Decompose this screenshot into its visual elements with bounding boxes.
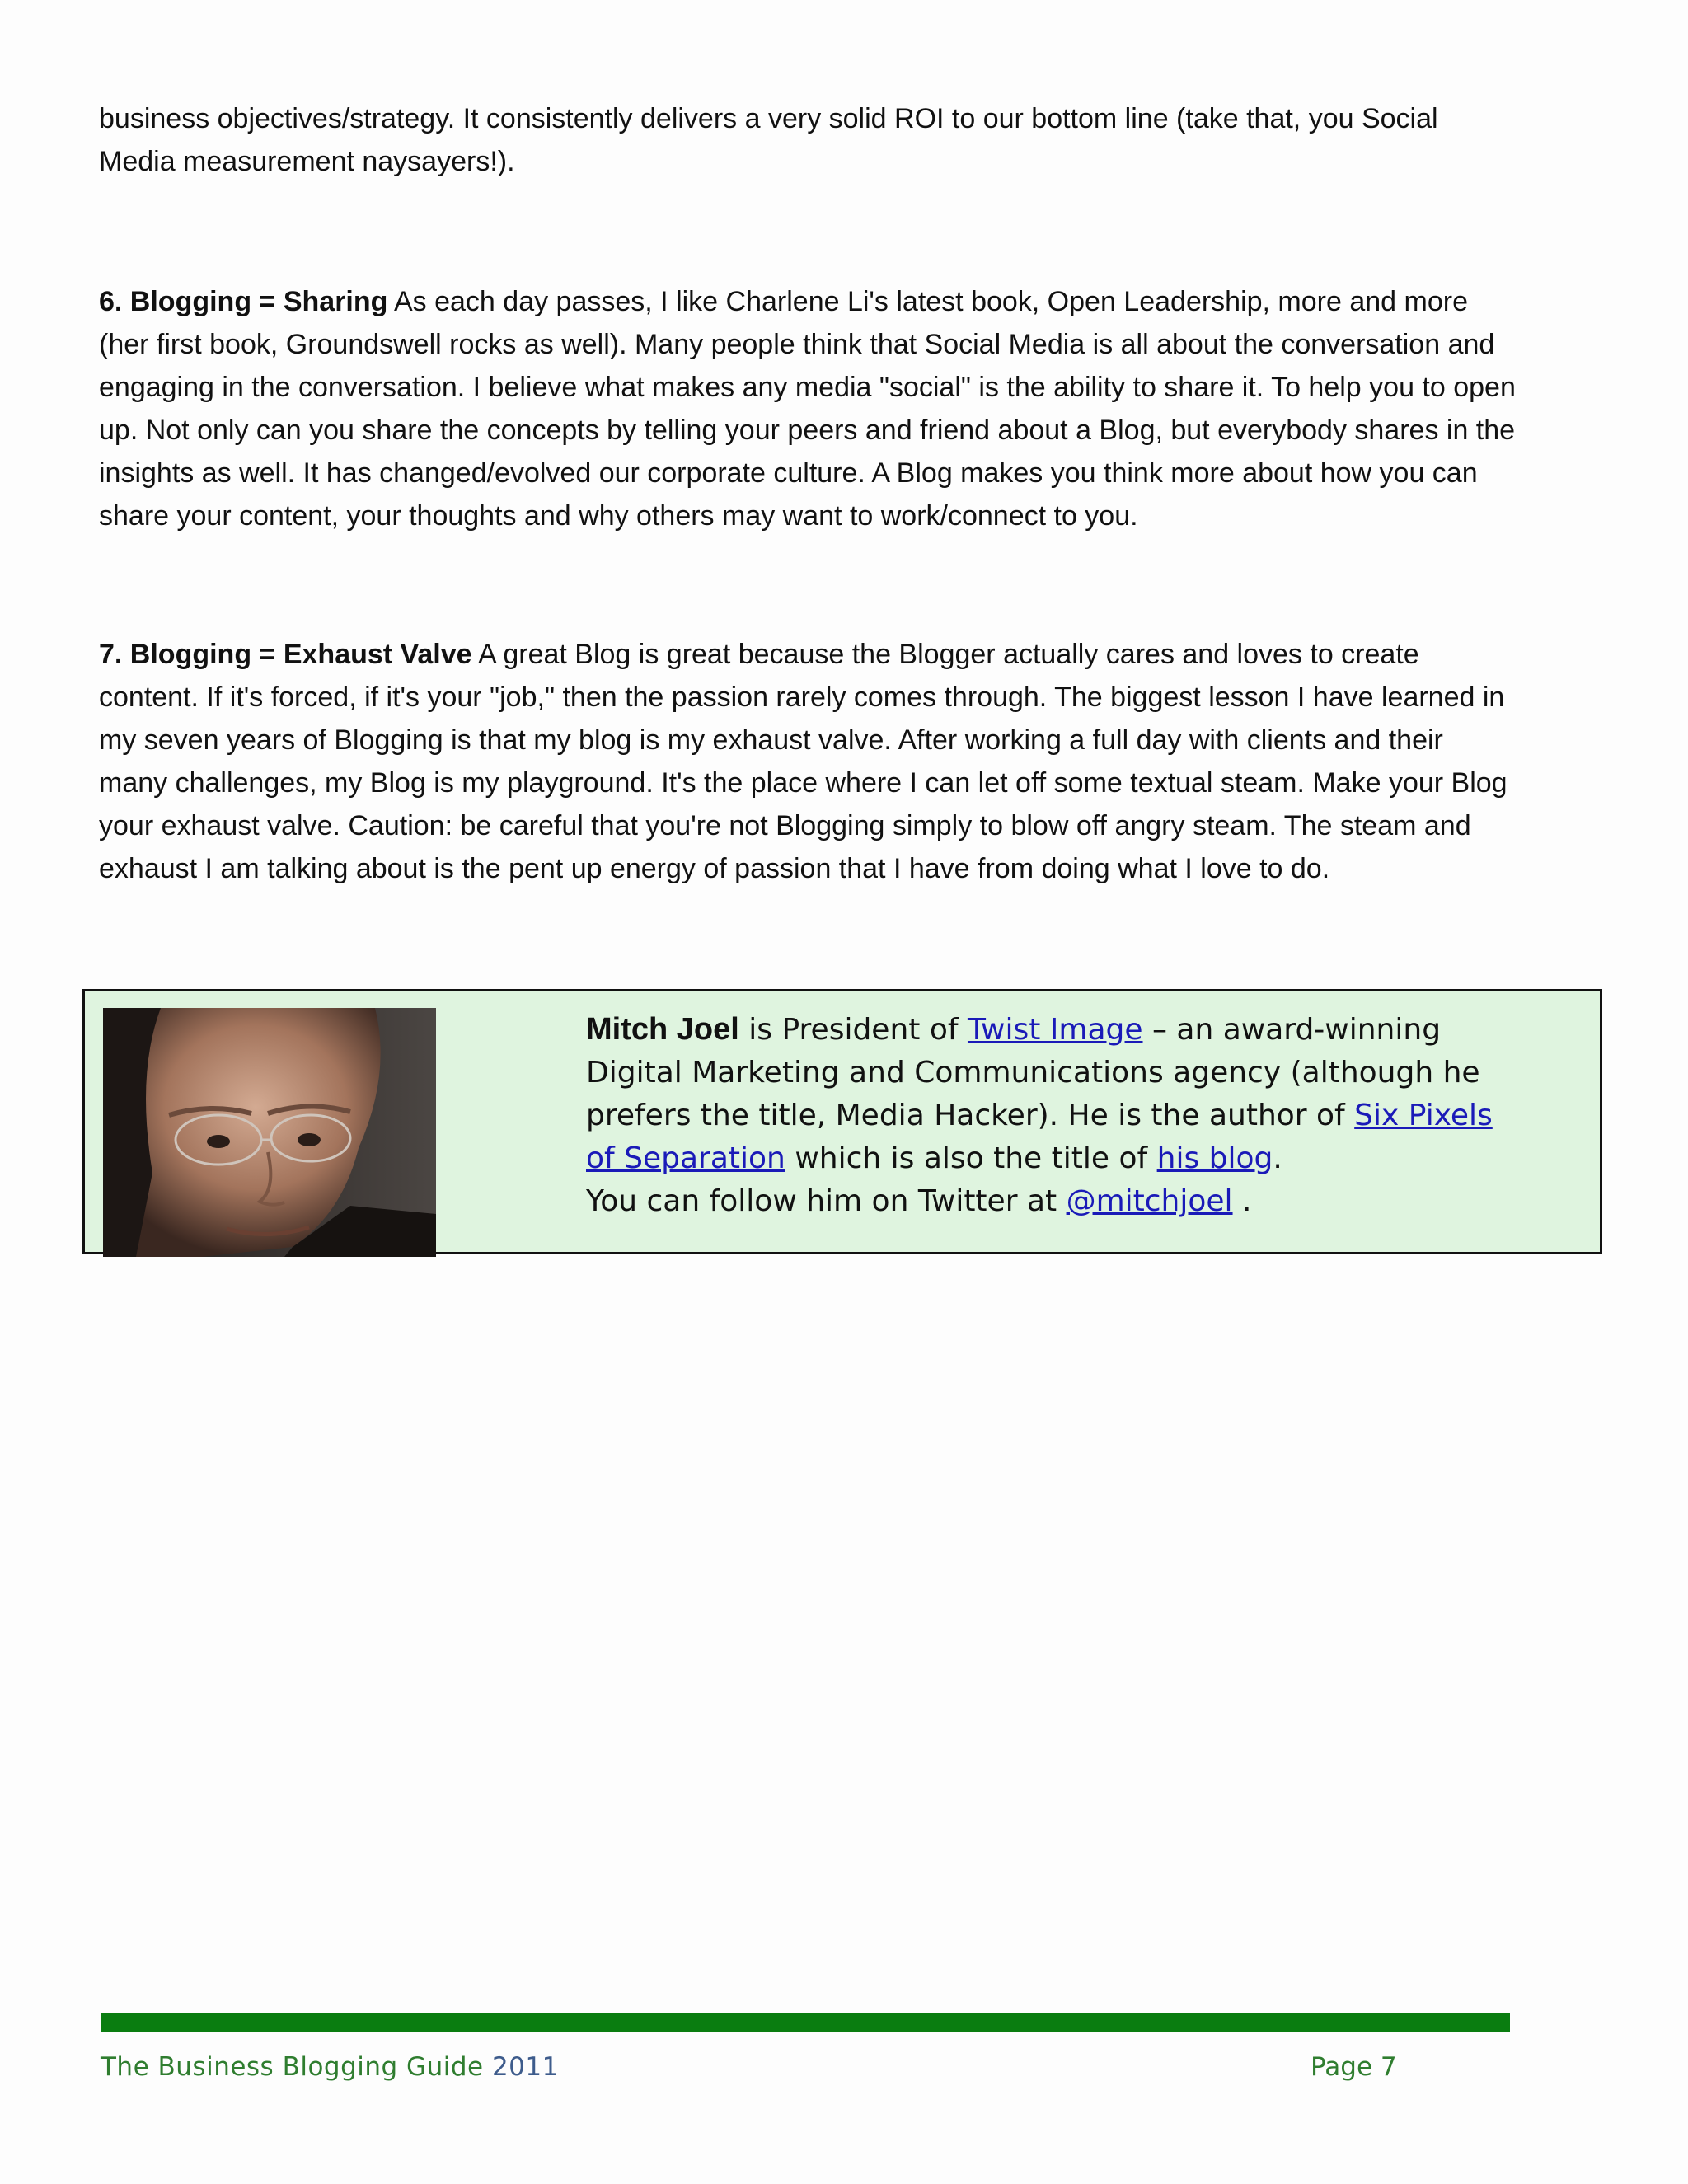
author-bio-text [586, 1008, 1493, 1223]
section-6-paragraph [99, 280, 1517, 537]
bio-text-part: . [1273, 1141, 1282, 1175]
bio-text-part: which is also the title of [785, 1141, 1157, 1175]
author-name: Mitch Joel [586, 1012, 739, 1047]
footer-divider [101, 2013, 1510, 2032]
bio-text-part: is President of [738, 1013, 968, 1047]
footer-title-text: The Business Blogging Guide [101, 2052, 484, 2082]
author-bio-box [82, 989, 1602, 1254]
bio-text-part: – an award-winning Digital Marketing and Communications agency (although he prefers the title, Media Hacker). He is the author of [586, 1013, 1480, 1132]
twist-image-link[interactable]: Twist Image [967, 1013, 1143, 1047]
section-7-paragraph [99, 633, 1517, 890]
author-portrait-image [103, 1008, 436, 1257]
his-blog-link[interactable]: his blog [1156, 1141, 1273, 1175]
twitter-handle-link[interactable]: @mitchjoel [1066, 1184, 1233, 1218]
bio-text-part: . [1232, 1184, 1252, 1218]
six-pixels-link[interactable]: Six Pixels of Separation [586, 1099, 1493, 1175]
footer-document-title [101, 2052, 559, 2082]
footer-year: 2011 [491, 2052, 559, 2082]
bio-text-part: You can follow him on Twitter at [586, 1184, 1067, 1218]
section-7-heading: 7. Blogging = Exhaust Valve [99, 639, 472, 670]
footer-page-number: Page 7 [1311, 2052, 1397, 2082]
author-photo [103, 1008, 436, 1257]
section-7-text: A great Blog is great because the Blogger actually cares and loves to create content. If it's forced, if it's your "job," then the passion rarely comes through. The biggest lesson I have learned in my seven years of Blogging is that my blog is my exhaust valve. After working a full day with clients and their many challenges, my Blog is my playground. It's the place where I can let off some textual steam. Make your Blog your exhaust valve. Caution: be careful that you're not Blogging simply to blow off angry steam. The steam and exhaust I am talking about is the pent up energy of passion that I have from doing what I love to do. [99, 639, 1507, 884]
section-6-text: As each day passes, I like Charlene Li's latest book, Open Leadership, more and more (her first book, Groundswell rocks as well). Many people think that Social Media is all about the conversation and engaging in the conversation. I believe what makes any media "social" is the ability to share it. To help you to open up. Not only can you share the concepts by telling your peers and friend about a Blog, but everybody shares in the insights as well. It has changed/evolved our corporate culture. A Blog makes you think more about how you can share your content, your thoughts and why others may want to work/connect to you. [99, 286, 1516, 532]
body-paragraph-continuation: business objectives/strategy. It consistently delivers a very solid ROI to our bottom line (take that, you Social Media measurement naysayers!). [99, 103, 1438, 177]
section-6-heading: 6. Blogging = Sharing [99, 286, 388, 317]
